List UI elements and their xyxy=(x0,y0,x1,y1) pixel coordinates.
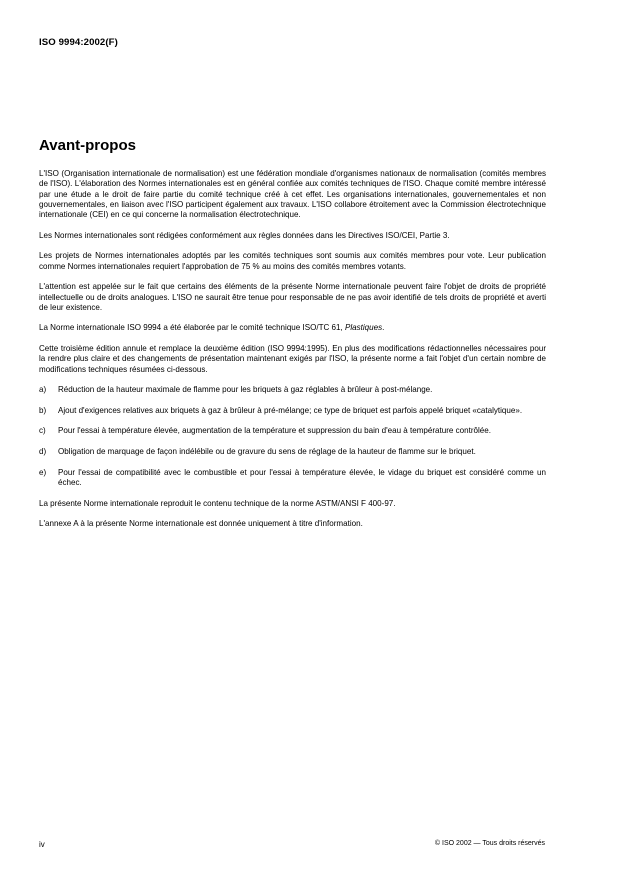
page-number: iv xyxy=(39,840,45,849)
paragraph-voting: Les projets de Normes internationales adoptés par les comités techniques sont soumis aux comités membres pour vote. Leur publication comme Normes internationales requiert l'approbation de 75 % au moins des comités membres votants. xyxy=(39,251,546,271)
foreword-body xyxy=(39,169,546,540)
copyright-notice: © ISO 2002 — Tous droits réservés xyxy=(434,840,545,847)
paragraph-annex: L'annexe A à la présente Norme internationale est donnée uniquement à titre d'information. xyxy=(39,519,363,529)
document-id-header: ISO 9994:2002(F) xyxy=(39,37,118,48)
list-item-text: Obligation de marquage de façon indélébile ou de gravure du sens de réglage de la hauteur de flamme sur le briquet. xyxy=(58,447,476,457)
list-item-label: e) xyxy=(39,467,47,477)
paragraph-technical-committee xyxy=(39,323,546,333)
list-item-text: Réduction de la hauteur maximale de flamme pour les briquets à gaz réglables à brûleur à post-mélange. xyxy=(58,385,433,395)
list-item-text: Ajout d'exigences relatives aux briquets à gaz à brûleur à pré-mélange; ce type de briquet est parfois appelé briquet «catalytique». xyxy=(58,405,523,415)
list-item-label: d) xyxy=(39,447,47,457)
list-item-text: Pour l'essai à température élevée, augmentation de la température et suppression du bain d'eau à température contrôlée. xyxy=(58,426,491,436)
page-title: Avant-propos xyxy=(39,137,136,154)
list-item xyxy=(39,468,546,489)
tc-text: La Norme internationale ISO 9994 a été élaborée par le comité technique ISO/TC 61, xyxy=(39,323,345,333)
list-item xyxy=(39,406,546,416)
paragraph-edition: Cette troisième édition annule et remplace la deuxième édition (ISO 9994:1995). En plus des modifications rédactionnelles nécessaires pour la rendre plus claire et des changements de présentation maintenant exigés par l'ISO, la présente norme a fait l'objet d'un certain nombre de modifications techniques résumées ci-dessous. xyxy=(39,344,546,374)
tc-suffix: . xyxy=(382,323,385,333)
list-item-label: c) xyxy=(39,426,46,436)
paragraph-directives: Les Normes internationales sont rédigées conformément aux règles données dans les Directives ISO/CEI, Partie 3. xyxy=(39,230,450,240)
list-item xyxy=(39,385,546,395)
list-item-text: Pour l'essai de compatibilité avec le combustible et pour l'essai à température élevée, le vidage du briquet est considéré comme un échec. xyxy=(58,467,546,487)
paragraph-astm: La présente Norme internationale reproduit le contenu technique de la norme ASTM/ANSI F 400-97. xyxy=(39,498,396,508)
list-item xyxy=(39,447,546,457)
paragraph-iso-organisation: L'ISO (Organisation internationale de normalisation) est une fédération mondiale d'organismes nationaux de normalisation (comités membres de l'ISO). L'élaboration des Normes internationales est en général confiée aux comités techniques de l'ISO. Chaque comité membre intéressé par une étude a le droit de faire partie du comité technique créé à cet effet. Les organisations internationales, gouvernementales et non gouvernementales, en liaison avec l'ISO participent également aux travaux. L'ISO collabore étroitement avec la Commission électrotechnique internationale (CEI) en ce qui concerne la normalisation électrotechnique. xyxy=(39,169,546,220)
list-item-label: a) xyxy=(39,385,47,395)
list-item-label: b) xyxy=(39,405,47,415)
paragraph-patent-rights: L'attention est appelée sur le fait que certains des éléments de la présente Norme internationale peuvent faire l'objet de droits de propriété intellectuelle ou de droits analogues. L'ISO ne saurait être tenue pour responsable de ne pas avoir identifié de tels droits de propriété et averti de leur existence. xyxy=(39,282,546,312)
list-item xyxy=(39,426,546,436)
tc-name: Plastiques xyxy=(344,323,383,333)
